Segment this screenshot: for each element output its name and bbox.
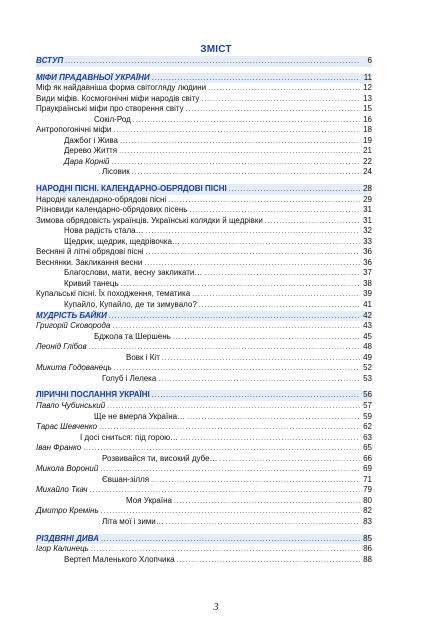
toc-entry-title: РІЗДВЯНІ ДИВА: [36, 533, 99, 543]
toc-entry: [36, 258, 372, 269]
toc-entry: [36, 167, 372, 178]
toc-entry-page: 63: [363, 432, 372, 442]
toc-entry: [36, 83, 372, 94]
toc-entry-page: 88: [363, 554, 372, 564]
toc-entry-title: ВСТУП: [36, 56, 64, 65]
toc-author-entry: [36, 157, 372, 168]
toc-entry-page: 71: [363, 474, 372, 484]
toc-entry-page: 38: [363, 278, 372, 288]
toc-entry: [36, 279, 372, 290]
dot-leader: [166, 518, 360, 529]
toc-entry-page: 85: [363, 533, 372, 543]
toc-entry-page: 13: [363, 93, 372, 103]
toc-entry-title: Григорій Сковорода: [36, 321, 111, 331]
toc-entry: [36, 136, 372, 147]
toc-entry-title: МУДРІСТЬ БАЙКИ: [36, 310, 107, 320]
toc-entry: [36, 374, 372, 385]
toc-entry-page: 36: [363, 247, 372, 257]
dot-leader: [120, 137, 360, 148]
toc-author-entry: [36, 506, 372, 517]
toc-entry-title: Щедрик, щедрик, щедрівочка…: [64, 236, 180, 246]
dot-leader: [265, 217, 360, 228]
dot-leader: [119, 147, 360, 158]
toc-section-heading: [36, 311, 372, 322]
toc-entry-page: 29: [363, 194, 372, 204]
toc-entry: [36, 226, 372, 237]
toc-entry-title: Антропогонічні міфи: [36, 125, 112, 135]
dot-leader: [152, 391, 360, 402]
toc-entry-page: 45: [363, 331, 372, 341]
toc-entry-title: Різновиди календарно-обрядових пісень: [36, 205, 188, 215]
toc-entry-page: 42: [363, 310, 372, 320]
toc-entry-title: І досі сниться: під горою…: [80, 432, 179, 442]
toc-entry: [36, 517, 372, 528]
toc-entry-title: Лісовик: [102, 167, 130, 177]
toc-author-entry: [36, 422, 372, 433]
table-of-contents: [36, 56, 372, 565]
dot-leader: [201, 95, 360, 106]
toc-entry-page: 22: [363, 156, 372, 166]
toc-entry: [36, 433, 372, 444]
toc-entry-page: 69: [363, 464, 372, 474]
toc-entry-page: 32: [363, 226, 372, 236]
toc-entry-title: Голуб і Лелека: [102, 373, 157, 383]
toc-entry-title: Кривий танець: [64, 278, 119, 288]
toc-entry-page: 59: [363, 411, 372, 421]
toc-entry-title: Леонід Глібов: [36, 342, 87, 352]
toc-entry-page: 57: [363, 400, 372, 410]
toc-entry-title: Тарас Шевченко: [36, 422, 98, 432]
toc-entry-page: 43: [363, 321, 372, 331]
toc-entry-title: Євшан-зілля: [102, 474, 150, 484]
dot-leader: [208, 84, 360, 95]
toc-entry-page: 65: [363, 443, 372, 453]
dot-leader: [132, 168, 360, 179]
toc-entry-page: 56: [363, 390, 372, 400]
toc-entry-title: Вовк і Кіт: [126, 352, 160, 362]
toc-entry-page: 6: [367, 56, 372, 65]
page-number: 3: [213, 602, 219, 613]
toc-entry-page: 31: [363, 205, 372, 215]
toc-entry-page: 24: [363, 167, 372, 177]
toc-entry-title: Дмитро Кремінь: [36, 506, 99, 516]
dot-leader: [204, 269, 360, 280]
toc-entry-title: Благослови, мати, весну закликати…: [64, 268, 203, 278]
toc-entry: [36, 216, 372, 227]
dot-leader: [229, 185, 360, 196]
toc-entry-title: Бджола та Шершень: [94, 331, 171, 341]
toc-entry-title: Народні календарно-обрядові пісні: [36, 194, 167, 204]
toc-entry-title: НАРОДНІ ПІСНІ. КАЛЕНДАРНО-ОБРЯДОВІ ПІСНІ: [36, 184, 227, 194]
toc-entry-title: Павло Чубинський: [36, 400, 106, 410]
toc-author-entry: [36, 321, 372, 332]
toc-entry: [36, 475, 372, 486]
toc-entry: [36, 332, 372, 343]
toc-entry: [36, 353, 372, 364]
dot-leader: [180, 434, 360, 445]
toc-section-heading: [36, 390, 372, 401]
toc-entry-title: Михайло Ткач: [36, 485, 88, 495]
toc-entry: [36, 237, 372, 248]
toc-entry: [36, 496, 372, 507]
dot-leader: [101, 535, 360, 546]
toc-entry: [36, 104, 372, 115]
toc-section-heading: [36, 56, 372, 67]
toc-author-entry: [36, 464, 372, 475]
dot-leader: [186, 105, 360, 116]
toc-entry-page: 11: [363, 72, 372, 82]
toc-entry-title: Дажбог і Жива: [64, 135, 118, 145]
toc-entry-title: Весняні й літні обрядові пісні: [36, 247, 144, 257]
toc-entry-title: Ігор Калинець: [36, 544, 89, 554]
dot-leader: [168, 196, 360, 207]
toc-entry-page: 52: [363, 363, 372, 373]
dot-leader: [162, 354, 360, 365]
toc-entry-title: Види міфів. Космогонічні міфи народів світу: [36, 93, 200, 103]
toc-entry: [36, 247, 372, 258]
toc-entry-title: Дара Корній: [64, 156, 110, 166]
toc-entry-page: 37: [363, 268, 372, 278]
toc-entry-title: Зимова обрядовість українців. Українські колядки й щедрівки: [36, 215, 263, 225]
toc-entry-page: 41: [363, 300, 372, 310]
toc-entry-page: 53: [363, 373, 372, 383]
toc-entry-page: 19: [363, 135, 372, 145]
toc-entry-title: Моя Україна: [126, 495, 172, 505]
toc-entry-page: 86: [363, 544, 372, 554]
dot-leader: [111, 158, 360, 169]
toc-entry: [36, 205, 372, 216]
toc-entry: [36, 115, 372, 126]
toc-section-heading: [36, 73, 372, 84]
toc-entry: [36, 146, 372, 157]
toc-entry: [36, 289, 372, 300]
dot-leader: [174, 497, 360, 508]
toc-entry-page: 36: [363, 257, 372, 267]
toc-entry-page: 15: [363, 104, 372, 114]
toc-entry-title: ЛІРИЧНІ ПОСЛАННЯ УКРАЇНІ: [36, 390, 150, 400]
dot-leader: [158, 375, 360, 386]
toc-entry: [36, 412, 372, 423]
dot-leader: [192, 290, 360, 301]
dot-leader: [173, 333, 360, 344]
toc-entry-page: 33: [363, 236, 372, 246]
toc-entry-page: 18: [363, 125, 372, 135]
toc-author-entry: [36, 363, 372, 374]
dot-leader: [199, 301, 360, 312]
dot-leader: [65, 57, 360, 68]
toc-entry-title: Іван Франко: [36, 443, 82, 453]
toc-entry-title: Міф як найдавніша форма світогляду людини: [36, 83, 207, 93]
dot-leader: [146, 248, 360, 259]
dot-leader: [151, 476, 360, 487]
toc-entry-title: Сокіл-Род: [94, 114, 131, 124]
toc-entry-page: 31: [363, 215, 372, 225]
dot-leader: [177, 556, 360, 567]
toc-entry-page: 62: [363, 422, 372, 432]
toc-entry-title: МІФИ ПРАДАВНЬОЇ УКРАЇНИ: [36, 72, 150, 82]
toc-entry-page: 49: [363, 352, 372, 362]
toc-entry-page: 83: [363, 516, 372, 526]
toc-section-heading: [36, 534, 372, 545]
toc-entry-title: Микола Вороний: [36, 464, 99, 474]
toc-entry: [36, 125, 372, 136]
dot-leader: [113, 126, 360, 137]
toc-author-entry: [36, 544, 372, 555]
toc-entry-page: 21: [363, 146, 372, 156]
toc-entry-title: Микита Годованець: [36, 363, 112, 373]
toc-author-entry: [36, 401, 372, 412]
toc-entry-title: Праукраїнські міфи про створення світу: [36, 104, 184, 114]
dot-leader: [133, 116, 360, 127]
toc-entry-title: Вертеп Маленького Хлопчика: [64, 554, 175, 564]
toc-entry-title: Ще не вмерла Україна…: [94, 411, 186, 421]
toc-entry-page: 79: [363, 485, 372, 495]
toc-entry: [36, 555, 372, 566]
toc-title: ЗМІСТ: [200, 44, 232, 55]
toc-entry-title: Веснянки. Закликання весни: [36, 257, 143, 267]
toc-entry: [36, 195, 372, 206]
dot-leader: [187, 413, 360, 424]
toc-entry-title: Купайло, Купайло, де ти зимувало?: [64, 300, 197, 310]
toc-author-entry: [36, 342, 372, 353]
toc-entry-page: 82: [363, 506, 372, 516]
toc-entry-page: 80: [363, 495, 372, 505]
dot-leader: [182, 238, 360, 249]
toc-entry-page: 39: [363, 289, 372, 299]
toc-author-entry: [36, 485, 372, 496]
toc-entry-title: Літа мої і зими…: [102, 516, 164, 526]
toc-entry: [36, 268, 372, 279]
toc-entry: [36, 454, 372, 465]
toc-entry: [36, 94, 372, 105]
toc-author-entry: [36, 443, 372, 454]
toc-entry-page: 66: [363, 453, 372, 463]
toc-entry-page: 16: [363, 114, 372, 124]
dot-leader: [220, 455, 360, 466]
toc-entry: [36, 300, 372, 311]
dot-leader: [109, 312, 360, 323]
toc-entry-title: Розвивайся ти, високий дубе…: [102, 453, 218, 463]
toc-entry-page: 48: [363, 342, 372, 352]
toc-entry-title: Нова радість стала…: [64, 226, 144, 236]
toc-section-heading: [36, 184, 372, 195]
toc-entry-title: Дерево Життя: [64, 146, 118, 156]
toc-entry-title: Купальські пісні. Їх походження, тематика: [36, 289, 191, 299]
toc-entry-page: 12: [363, 83, 372, 93]
toc-entry-page: 28: [363, 184, 372, 194]
